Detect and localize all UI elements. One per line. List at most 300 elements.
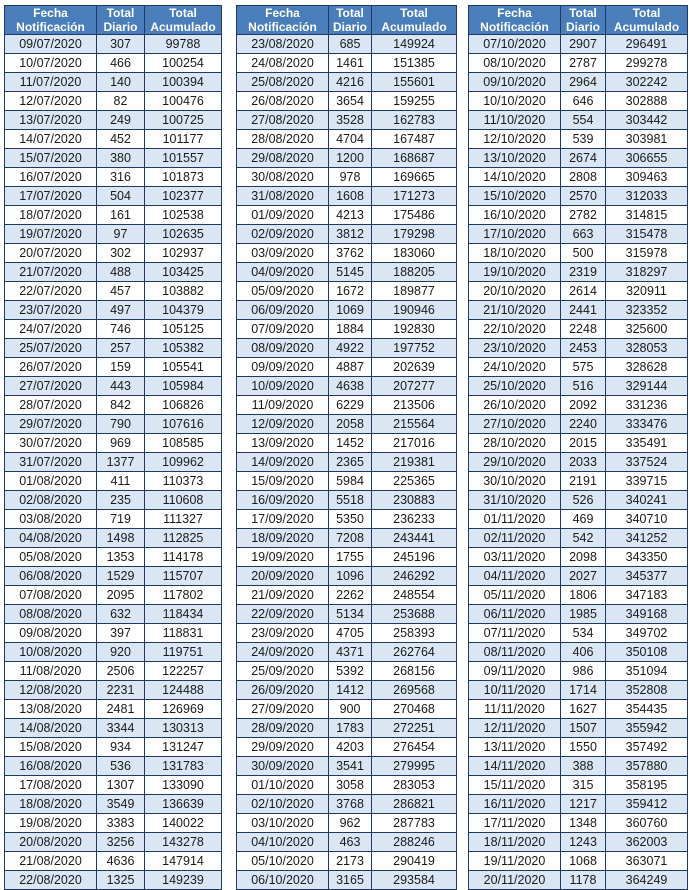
daily-total-cell: 962 [329, 814, 372, 833]
table-row [5, 529, 222, 548]
header-text: Total [569, 6, 597, 20]
daily-total-cell: 1461 [329, 54, 372, 73]
date-cell: 30/10/2020 [469, 472, 561, 491]
table-row [469, 719, 688, 738]
table-row [237, 586, 457, 605]
daily-total-cell: 2782 [561, 206, 606, 225]
date-cell: 23/09/2020 [237, 624, 329, 643]
daily-total-cell: 900 [329, 700, 372, 719]
date-cell: 28/07/2020 [5, 396, 97, 415]
table-row [469, 73, 688, 92]
cumulative-total-cell: 225365 [372, 472, 457, 491]
table-row [237, 719, 457, 738]
cumulative-total-cell: 357880 [606, 757, 688, 776]
daily-total-cell: 406 [561, 643, 606, 662]
date-cell: 10/07/2020 [5, 54, 97, 73]
cumulative-total-cell: 320911 [606, 282, 688, 301]
cumulative-total-cell: 359412 [606, 795, 688, 814]
table-row [5, 54, 222, 73]
daily-total-cell: 3768 [329, 795, 372, 814]
cumulative-total-cell: 262764 [372, 643, 457, 662]
cumulative-total-cell: 190946 [372, 301, 457, 320]
header-row [469, 6, 688, 35]
header-fecha-notificacion [237, 6, 329, 35]
table-row [237, 358, 457, 377]
date-cell: 27/07/2020 [5, 377, 97, 396]
date-cell: 20/11/2020 [469, 871, 561, 890]
table-row [237, 377, 457, 396]
date-cell: 31/10/2020 [469, 491, 561, 510]
cumulative-total-cell: 99788 [145, 35, 222, 54]
cumulative-total-cell: 328628 [606, 358, 688, 377]
date-cell: 13/07/2020 [5, 111, 97, 130]
cumulative-total-cell: 279995 [372, 757, 457, 776]
table-row [469, 871, 688, 890]
date-cell: 13/11/2020 [469, 738, 561, 757]
cumulative-total-cell: 315478 [606, 225, 688, 244]
cumulative-total-cell: 246292 [372, 567, 457, 586]
daily-total-cell: 316 [97, 168, 145, 187]
cumulative-total-cell: 100394 [145, 73, 222, 92]
date-cell: 31/07/2020 [5, 453, 97, 472]
daily-total-cell: 542 [561, 529, 606, 548]
table-row [237, 320, 457, 339]
table-row [469, 301, 688, 320]
table-row [237, 567, 457, 586]
date-cell: 02/09/2020 [237, 225, 329, 244]
date-cell: 14/09/2020 [237, 453, 329, 472]
daily-total-cell: 2787 [561, 54, 606, 73]
date-cell: 28/10/2020 [469, 434, 561, 453]
daily-total-cell: 1069 [329, 301, 372, 320]
header-text: Acumulado [150, 20, 216, 34]
daily-total-cell: 2095 [97, 586, 145, 605]
daily-total-cell: 4922 [329, 339, 372, 358]
notifications-table-3 [468, 5, 688, 890]
daily-total-cell: 2191 [561, 472, 606, 491]
cumulative-total-cell: 288246 [372, 833, 457, 852]
cumulative-total-cell: 315978 [606, 244, 688, 263]
date-cell: 28/09/2020 [237, 719, 329, 738]
table-row [237, 605, 457, 624]
cumulative-total-cell: 111327 [145, 510, 222, 529]
table-row [5, 624, 222, 643]
cumulative-total-cell: 302888 [606, 92, 688, 111]
daily-total-cell: 380 [97, 149, 145, 168]
date-cell: 10/11/2020 [469, 681, 561, 700]
date-cell: 24/09/2020 [237, 643, 329, 662]
daily-total-cell: 3058 [329, 776, 372, 795]
cumulative-total-cell: 352808 [606, 681, 688, 700]
daily-total-cell: 5984 [329, 472, 372, 491]
cumulative-total-cell: 110608 [145, 491, 222, 510]
date-cell: 11/10/2020 [469, 111, 561, 130]
date-cell: 15/08/2020 [5, 738, 97, 757]
table-row [5, 795, 222, 814]
daily-total-cell: 719 [97, 510, 145, 529]
cumulative-total-cell: 175486 [372, 206, 457, 225]
date-cell: 20/07/2020 [5, 244, 97, 263]
table-row [469, 453, 688, 472]
daily-total-cell: 1529 [97, 567, 145, 586]
daily-total-cell: 632 [97, 605, 145, 624]
cumulative-total-cell: 151385 [372, 54, 457, 73]
date-cell: 30/08/2020 [237, 168, 329, 187]
date-cell: 26/10/2020 [469, 396, 561, 415]
table-row [469, 396, 688, 415]
daily-total-cell: 235 [97, 491, 145, 510]
cumulative-total-cell: 169665 [372, 168, 457, 187]
header-text: Notificación [16, 20, 85, 34]
daily-total-cell: 5392 [329, 662, 372, 681]
cumulative-total-cell: 107616 [145, 415, 222, 434]
daily-total-cell: 4216 [329, 73, 372, 92]
table-row [5, 244, 222, 263]
daily-total-cell: 554 [561, 111, 606, 130]
daily-total-cell: 2319 [561, 263, 606, 282]
table-row [5, 358, 222, 377]
daily-total-cell: 4203 [329, 738, 372, 757]
date-cell: 10/09/2020 [237, 377, 329, 396]
header-text: Total [632, 6, 661, 20]
table-row [469, 54, 688, 73]
daily-total-cell: 986 [561, 662, 606, 681]
cumulative-total-cell: 124488 [145, 681, 222, 700]
cumulative-total-cell: 103425 [145, 263, 222, 282]
cumulative-total-cell: 167487 [372, 130, 457, 149]
cumulative-total-cell: 207277 [372, 377, 457, 396]
daily-total-cell: 1755 [329, 548, 372, 567]
date-cell: 12/07/2020 [5, 92, 97, 111]
table-row [469, 567, 688, 586]
cumulative-total-cell: 149239 [145, 871, 222, 890]
cumulative-total-cell: 105125 [145, 320, 222, 339]
daily-total-cell: 1348 [561, 814, 606, 833]
table-row [5, 301, 222, 320]
header-total-diario [329, 6, 372, 35]
daily-total-cell: 307 [97, 35, 145, 54]
table-row [469, 643, 688, 662]
cumulative-total-cell: 362003 [606, 833, 688, 852]
table-row [469, 130, 688, 149]
daily-total-cell: 978 [329, 168, 372, 187]
table-row [469, 263, 688, 282]
date-cell: 10/10/2020 [469, 92, 561, 111]
notifications-table-1 [4, 5, 222, 890]
table-row [469, 814, 688, 833]
date-cell: 15/07/2020 [5, 149, 97, 168]
table-row [5, 339, 222, 358]
table-row [237, 624, 457, 643]
date-cell: 29/09/2020 [237, 738, 329, 757]
cumulative-total-cell: 100725 [145, 111, 222, 130]
cumulative-total-cell: 245196 [372, 548, 457, 567]
table-row [237, 852, 457, 871]
cumulative-total-cell: 105541 [145, 358, 222, 377]
date-cell: 29/10/2020 [469, 453, 561, 472]
table-row [469, 662, 688, 681]
daily-total-cell: 969 [97, 434, 145, 453]
header-text: Fecha [33, 6, 68, 20]
cumulative-total-cell: 331236 [606, 396, 688, 415]
table-row [237, 757, 457, 776]
header-total-acumulado [372, 6, 457, 35]
daily-total-cell: 5518 [329, 491, 372, 510]
cumulative-total-cell: 168687 [372, 149, 457, 168]
table-row [237, 301, 457, 320]
table-row [237, 738, 457, 757]
date-cell: 23/08/2020 [237, 35, 329, 54]
cumulative-total-cell: 155601 [372, 73, 457, 92]
date-cell: 24/10/2020 [469, 358, 561, 377]
daily-total-cell: 1985 [561, 605, 606, 624]
daily-total-cell: 2240 [561, 415, 606, 434]
date-cell: 09/09/2020 [237, 358, 329, 377]
daily-total-cell: 1507 [561, 719, 606, 738]
cumulative-total-cell: 183060 [372, 244, 457, 263]
table-row [237, 111, 457, 130]
date-cell: 18/09/2020 [237, 529, 329, 548]
table-row [5, 491, 222, 510]
cumulative-total-cell: 105984 [145, 377, 222, 396]
table-row [5, 738, 222, 757]
cumulative-total-cell: 159255 [372, 92, 457, 111]
daily-total-cell: 4704 [329, 130, 372, 149]
date-cell: 07/09/2020 [237, 320, 329, 339]
daily-total-cell: 3654 [329, 92, 372, 111]
table-row [469, 491, 688, 510]
date-cell: 03/09/2020 [237, 244, 329, 263]
daily-total-cell: 539 [561, 130, 606, 149]
date-cell: 04/08/2020 [5, 529, 97, 548]
daily-total-cell: 388 [561, 757, 606, 776]
cumulative-total-cell: 102377 [145, 187, 222, 206]
table-row [5, 320, 222, 339]
cumulative-total-cell: 276454 [372, 738, 457, 757]
cumulative-total-cell: 343350 [606, 548, 688, 567]
header-text: Total [169, 6, 197, 20]
table-row [237, 681, 457, 700]
date-cell: 20/10/2020 [469, 282, 561, 301]
daily-total-cell: 2506 [97, 662, 145, 681]
daily-total-cell: 1325 [97, 871, 145, 890]
cumulative-total-cell: 188205 [372, 263, 457, 282]
daily-total-cell: 1096 [329, 567, 372, 586]
cumulative-total-cell: 329144 [606, 377, 688, 396]
daily-total-cell: 315 [561, 776, 606, 795]
daily-total-cell: 159 [97, 358, 145, 377]
table-row [237, 434, 457, 453]
cumulative-total-cell: 341252 [606, 529, 688, 548]
table-row [469, 187, 688, 206]
cumulative-total-cell: 133090 [145, 776, 222, 795]
date-cell: 14/10/2020 [469, 168, 561, 187]
cumulative-total-cell: 197752 [372, 339, 457, 358]
daily-total-cell: 2262 [329, 586, 372, 605]
header-row [237, 6, 457, 35]
daily-total-cell: 1672 [329, 282, 372, 301]
daily-total-cell: 469 [561, 510, 606, 529]
header-fecha-notificacion [5, 6, 97, 35]
table-row [5, 586, 222, 605]
header-text: Total [336, 6, 364, 20]
cumulative-total-cell: 253688 [372, 605, 457, 624]
table-row [469, 225, 688, 244]
daily-total-cell: 452 [97, 130, 145, 149]
cumulative-total-cell: 355942 [606, 719, 688, 738]
cumulative-total-cell: 290419 [372, 852, 457, 871]
cumulative-total-cell: 147914 [145, 852, 222, 871]
date-cell: 25/09/2020 [237, 662, 329, 681]
daily-total-cell: 1550 [561, 738, 606, 757]
cumulative-total-cell: 337524 [606, 453, 688, 472]
date-cell: 29/08/2020 [237, 149, 329, 168]
daily-total-cell: 302 [97, 244, 145, 263]
date-cell: 18/08/2020 [5, 795, 97, 814]
date-cell: 14/11/2020 [469, 757, 561, 776]
cumulative-total-cell: 303981 [606, 130, 688, 149]
table-row [5, 852, 222, 871]
daily-total-cell: 6229 [329, 396, 372, 415]
daily-total-cell: 4638 [329, 377, 372, 396]
table-row [469, 434, 688, 453]
table-row [237, 396, 457, 415]
date-cell: 16/07/2020 [5, 168, 97, 187]
cumulative-total-cell: 350108 [606, 643, 688, 662]
table-row [5, 681, 222, 700]
daily-total-cell: 1068 [561, 852, 606, 871]
date-cell: 19/09/2020 [237, 548, 329, 567]
date-cell: 22/10/2020 [469, 320, 561, 339]
header-total-diario [97, 6, 145, 35]
date-cell: 05/08/2020 [5, 548, 97, 567]
daily-total-cell: 1200 [329, 149, 372, 168]
date-cell: 09/07/2020 [5, 35, 97, 54]
daily-total-cell: 3541 [329, 757, 372, 776]
daily-total-cell: 4705 [329, 624, 372, 643]
cumulative-total-cell: 351094 [606, 662, 688, 681]
date-cell: 07/08/2020 [5, 586, 97, 605]
date-cell: 01/09/2020 [237, 206, 329, 225]
date-cell: 03/11/2020 [469, 548, 561, 567]
date-cell: 09/08/2020 [5, 624, 97, 643]
table-row [5, 605, 222, 624]
table-row [5, 833, 222, 852]
daily-total-cell: 1307 [97, 776, 145, 795]
cumulative-total-cell: 272251 [372, 719, 457, 738]
date-cell: 26/09/2020 [237, 681, 329, 700]
cumulative-total-cell: 339715 [606, 472, 688, 491]
header-text: Notificación [248, 20, 317, 34]
cumulative-total-cell: 105382 [145, 339, 222, 358]
daily-total-cell: 1498 [97, 529, 145, 548]
date-cell: 12/11/2020 [469, 719, 561, 738]
header-total-acumulado [145, 6, 222, 35]
daily-total-cell: 7208 [329, 529, 372, 548]
cumulative-total-cell: 117802 [145, 586, 222, 605]
date-cell: 26/07/2020 [5, 358, 97, 377]
table-row [469, 738, 688, 757]
cumulative-total-cell: 299278 [606, 54, 688, 73]
cumulative-total-cell: 215564 [372, 415, 457, 434]
header-text: Notificación [480, 20, 549, 34]
table-row [5, 757, 222, 776]
table-row [469, 206, 688, 225]
table-row [237, 472, 457, 491]
cumulative-total-cell: 112825 [145, 529, 222, 548]
daily-total-cell: 497 [97, 301, 145, 320]
cumulative-total-cell: 283053 [372, 776, 457, 795]
daily-total-cell: 920 [97, 643, 145, 662]
table-row [469, 35, 688, 54]
cumulative-total-cell: 364249 [606, 871, 688, 890]
daily-total-cell: 1783 [329, 719, 372, 738]
date-cell: 08/08/2020 [5, 605, 97, 624]
cumulative-total-cell: 179298 [372, 225, 457, 244]
date-cell: 11/11/2020 [469, 700, 561, 719]
cumulative-total-cell: 103882 [145, 282, 222, 301]
table-row [5, 453, 222, 472]
daily-total-cell: 161 [97, 206, 145, 225]
cumulative-total-cell: 114178 [145, 548, 222, 567]
daily-total-cell: 1353 [97, 548, 145, 567]
date-cell: 29/07/2020 [5, 415, 97, 434]
cumulative-total-cell: 213506 [372, 396, 457, 415]
table-row [237, 529, 457, 548]
cumulative-total-cell: 268156 [372, 662, 457, 681]
table-row [469, 377, 688, 396]
date-cell: 06/10/2020 [237, 871, 329, 890]
table-row [5, 377, 222, 396]
daily-total-cell: 443 [97, 377, 145, 396]
date-cell: 05/11/2020 [469, 586, 561, 605]
date-cell: 14/08/2020 [5, 719, 97, 738]
date-cell: 03/08/2020 [5, 510, 97, 529]
cumulative-total-cell: 122257 [145, 662, 222, 681]
table-row [5, 168, 222, 187]
daily-total-cell: 2092 [561, 396, 606, 415]
daily-total-cell: 500 [561, 244, 606, 263]
daily-total-cell: 4213 [329, 206, 372, 225]
date-cell: 08/10/2020 [469, 54, 561, 73]
daily-total-cell: 2964 [561, 73, 606, 92]
table-row [469, 244, 688, 263]
date-cell: 25/07/2020 [5, 339, 97, 358]
cumulative-total-cell: 108585 [145, 434, 222, 453]
daily-total-cell: 1243 [561, 833, 606, 852]
daily-total-cell: 5134 [329, 605, 372, 624]
daily-total-cell: 536 [97, 757, 145, 776]
date-cell: 06/11/2020 [469, 605, 561, 624]
daily-total-cell: 3762 [329, 244, 372, 263]
daily-total-cell: 2098 [561, 548, 606, 567]
date-cell: 18/11/2020 [469, 833, 561, 852]
table-row [5, 719, 222, 738]
date-cell: 21/07/2020 [5, 263, 97, 282]
cumulative-total-cell: 296491 [606, 35, 688, 54]
cumulative-total-cell: 243441 [372, 529, 457, 548]
daily-total-cell: 575 [561, 358, 606, 377]
daily-total-cell: 746 [97, 320, 145, 339]
table-row [5, 149, 222, 168]
daily-total-cell: 2570 [561, 187, 606, 206]
table-row [237, 206, 457, 225]
cumulative-total-cell: 118434 [145, 605, 222, 624]
table-row [469, 282, 688, 301]
cumulative-total-cell: 110373 [145, 472, 222, 491]
table-row [237, 168, 457, 187]
table-row [469, 681, 688, 700]
